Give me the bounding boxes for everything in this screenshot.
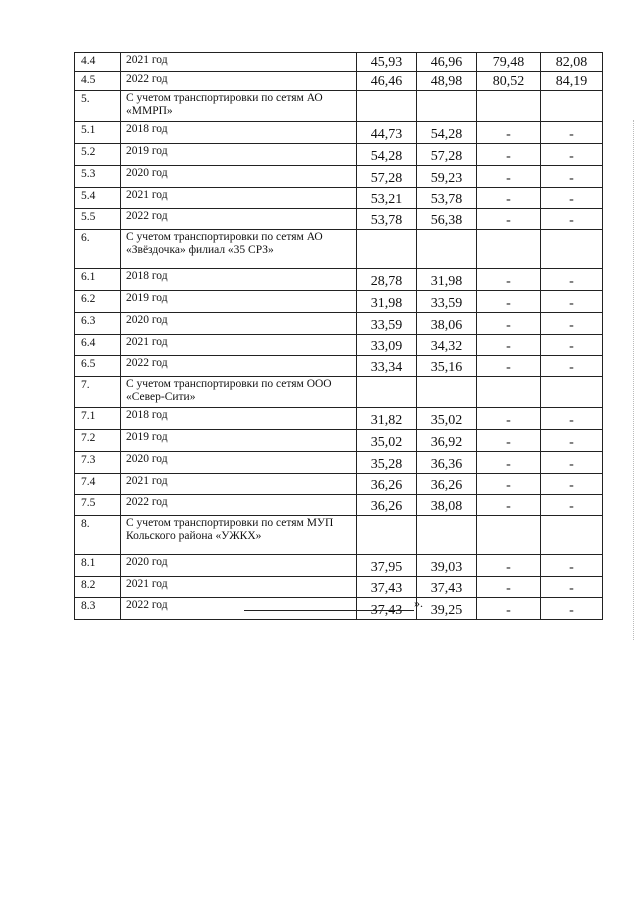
row-number-cell: 7.	[75, 377, 121, 408]
value-cell-1: 37,43	[357, 598, 417, 620]
table-row	[75, 122, 603, 144]
value-cell-4: -	[541, 291, 603, 313]
row-label-cell: 2020 год	[121, 313, 357, 335]
value-cell-4: -	[541, 269, 603, 291]
value-cell-4: -	[541, 495, 603, 516]
value-cell-3: 79,48	[477, 53, 541, 72]
row-label-cell: 2019 год	[121, 291, 357, 313]
row-label-cell: 2022 год	[121, 495, 357, 516]
value-cell-4: -	[541, 598, 603, 620]
value-cell-4: 84,19	[541, 72, 603, 91]
value-cell-3: -	[477, 269, 541, 291]
table-row	[75, 577, 603, 598]
value-cell-4	[541, 377, 603, 408]
value-cell-4: -	[541, 166, 603, 188]
row-number-cell: 6.3	[75, 313, 121, 335]
table-row	[75, 72, 603, 91]
value-cell-3: -	[477, 335, 541, 356]
value-cell-3	[477, 91, 541, 122]
row-label-cell: 2022 год	[121, 209, 357, 230]
row-label-cell: 2020 год	[121, 555, 357, 577]
row-label-cell: 2021 год	[121, 335, 357, 356]
value-cell-1: 35,02	[357, 430, 417, 452]
value-cell-3	[477, 516, 541, 555]
row-number-cell: 5.4	[75, 188, 121, 209]
row-number-cell: 8.	[75, 516, 121, 555]
value-cell-3: -	[477, 474, 541, 495]
value-cell-1: 28,78	[357, 269, 417, 291]
value-cell-2: 53,78	[417, 188, 477, 209]
value-cell-1	[357, 91, 417, 122]
row-number-cell: 6.	[75, 230, 121, 269]
table-row	[75, 291, 603, 313]
row-number-cell: 8.1	[75, 555, 121, 577]
value-cell-2: 38,08	[417, 495, 477, 516]
value-cell-1	[357, 230, 417, 269]
value-cell-4: -	[541, 474, 603, 495]
value-cell-3: -	[477, 209, 541, 230]
value-cell-1: 31,82	[357, 408, 417, 430]
row-label-cell: 2019 год	[121, 430, 357, 452]
row-number-cell: 8.2	[75, 577, 121, 598]
table-row	[75, 188, 603, 209]
value-cell-2	[417, 230, 477, 269]
value-cell-4: 82,08	[541, 53, 603, 72]
value-cell-1: 36,26	[357, 474, 417, 495]
value-cell-3: -	[477, 144, 541, 166]
table-row	[75, 335, 603, 356]
table-row	[75, 495, 603, 516]
value-cell-3: -	[477, 122, 541, 144]
value-cell-1: 45,93	[357, 53, 417, 72]
value-cell-4: -	[541, 188, 603, 209]
value-cell-3: -	[477, 430, 541, 452]
row-number-cell: 6.2	[75, 291, 121, 313]
row-label-cell: 2018 год	[121, 122, 357, 144]
value-cell-3	[477, 377, 541, 408]
value-cell-4	[541, 91, 603, 122]
row-label-cell: 2022 год	[121, 72, 357, 91]
value-cell-3: -	[477, 598, 541, 620]
value-cell-1: 53,78	[357, 209, 417, 230]
row-label-cell: 2021 год	[121, 53, 357, 72]
value-cell-2: 34,32	[417, 335, 477, 356]
value-cell-4: -	[541, 144, 603, 166]
row-number-cell: 7.5	[75, 495, 121, 516]
row-label-cell: 2020 год	[121, 452, 357, 474]
row-label-cell: 2021 год	[121, 577, 357, 598]
value-cell-2: 54,28	[417, 122, 477, 144]
value-cell-2: 36,92	[417, 430, 477, 452]
row-label-cell: С учетом транспортировки по сетям АО «ММРП»	[121, 91, 357, 122]
value-cell-1	[357, 516, 417, 555]
value-cell-3: -	[477, 313, 541, 335]
value-cell-4	[541, 516, 603, 555]
table-row	[75, 166, 603, 188]
value-cell-2	[417, 377, 477, 408]
row-number-cell: 7.4	[75, 474, 121, 495]
value-cell-1: 46,46	[357, 72, 417, 91]
value-cell-4: -	[541, 577, 603, 598]
value-cell-1: 44,73	[357, 122, 417, 144]
value-cell-1: 53,21	[357, 188, 417, 209]
value-cell-3: -	[477, 291, 541, 313]
closing-quote: ».	[414, 596, 423, 610]
value-cell-2: 48,98	[417, 72, 477, 91]
value-cell-3: -	[477, 356, 541, 377]
table-section-row	[75, 230, 603, 269]
value-cell-2: 35,16	[417, 356, 477, 377]
value-cell-4: -	[541, 430, 603, 452]
row-number-cell: 7.1	[75, 408, 121, 430]
row-number-cell: 6.1	[75, 269, 121, 291]
row-label-cell: С учетом транспортировки по сетям МУП Кольского района «УЖКХ»	[121, 516, 357, 555]
value-cell-2: 33,59	[417, 291, 477, 313]
table-row	[75, 452, 603, 474]
row-label-cell: 2020 год	[121, 166, 357, 188]
value-cell-1: 37,43	[357, 577, 417, 598]
row-number-cell: 5.	[75, 91, 121, 122]
row-number-cell: 5.1	[75, 122, 121, 144]
value-cell-1: 33,59	[357, 313, 417, 335]
row-label-cell: 2018 год	[121, 269, 357, 291]
value-cell-2: 39,03	[417, 555, 477, 577]
value-cell-2: 46,96	[417, 53, 477, 72]
value-cell-3: -	[477, 188, 541, 209]
value-cell-1: 37,95	[357, 555, 417, 577]
row-label-cell: 2022 год	[121, 598, 357, 620]
table-row	[75, 269, 603, 291]
row-label-cell: 2019 год	[121, 144, 357, 166]
value-cell-4	[541, 230, 603, 269]
value-cell-2: 31,98	[417, 269, 477, 291]
row-number-cell: 5.3	[75, 166, 121, 188]
value-cell-1: 33,09	[357, 335, 417, 356]
value-cell-3: -	[477, 555, 541, 577]
value-cell-4: -	[541, 313, 603, 335]
value-cell-4: -	[541, 209, 603, 230]
table-section-row	[75, 516, 603, 555]
table-row	[75, 474, 603, 495]
value-cell-2: 37,43	[417, 577, 477, 598]
tariff-table-body	[75, 53, 603, 620]
value-cell-1: 31,98	[357, 291, 417, 313]
value-cell-4: -	[541, 356, 603, 377]
row-label-cell: С учетом транспортировки по сетям АО «Звёздочка» филиал «35 СРЗ»	[121, 230, 357, 269]
row-number-cell: 6.5	[75, 356, 121, 377]
value-cell-3: 80,52	[477, 72, 541, 91]
row-number-cell: 8.3	[75, 598, 121, 620]
value-cell-4: -	[541, 335, 603, 356]
row-number-cell: 7.2	[75, 430, 121, 452]
value-cell-2: 59,23	[417, 166, 477, 188]
value-cell-3: -	[477, 408, 541, 430]
row-number-cell: 4.5	[75, 72, 121, 91]
value-cell-2: 38,06	[417, 313, 477, 335]
value-cell-1: 33,34	[357, 356, 417, 377]
value-cell-2	[417, 516, 477, 555]
value-cell-2: 39,25	[417, 598, 477, 620]
value-cell-4: -	[541, 408, 603, 430]
row-number-cell: 4.4	[75, 53, 121, 72]
value-cell-2: 57,28	[417, 144, 477, 166]
value-cell-2: 35,02	[417, 408, 477, 430]
row-label-cell: С учетом транспортировки по сетям ООО «Север-Сити»	[121, 377, 357, 408]
tariff-table	[74, 52, 603, 620]
value-cell-2: 36,36	[417, 452, 477, 474]
table-row	[75, 209, 603, 230]
table-row	[75, 313, 603, 335]
table-row	[75, 430, 603, 452]
row-label-cell: 2018 год	[121, 408, 357, 430]
value-cell-1: 36,26	[357, 495, 417, 516]
row-label-cell: 2022 год	[121, 356, 357, 377]
value-cell-4: -	[541, 555, 603, 577]
table-row	[75, 408, 603, 430]
row-number-cell: 5.5	[75, 209, 121, 230]
value-cell-1: 35,28	[357, 452, 417, 474]
row-label-cell: 2021 год	[121, 474, 357, 495]
page-edge-dots	[633, 120, 636, 640]
table-section-row	[75, 91, 603, 122]
value-cell-3: -	[477, 452, 541, 474]
table-section-row	[75, 377, 603, 408]
value-cell-1: 57,28	[357, 166, 417, 188]
value-cell-3: -	[477, 166, 541, 188]
value-cell-3	[477, 230, 541, 269]
table-row	[75, 356, 603, 377]
value-cell-3: -	[477, 577, 541, 598]
value-cell-2	[417, 91, 477, 122]
signature-line	[244, 597, 414, 611]
value-cell-2: 36,26	[417, 474, 477, 495]
value-cell-3: -	[477, 495, 541, 516]
value-cell-4: -	[541, 122, 603, 144]
value-cell-1: 54,28	[357, 144, 417, 166]
row-number-cell: 7.3	[75, 452, 121, 474]
value-cell-4: -	[541, 452, 603, 474]
table-row	[75, 144, 603, 166]
value-cell-1	[357, 377, 417, 408]
row-number-cell: 6.4	[75, 335, 121, 356]
row-number-cell: 5.2	[75, 144, 121, 166]
table-row	[75, 555, 603, 577]
row-label-cell: 2021 год	[121, 188, 357, 209]
table-row	[75, 53, 603, 72]
value-cell-2: 56,38	[417, 209, 477, 230]
